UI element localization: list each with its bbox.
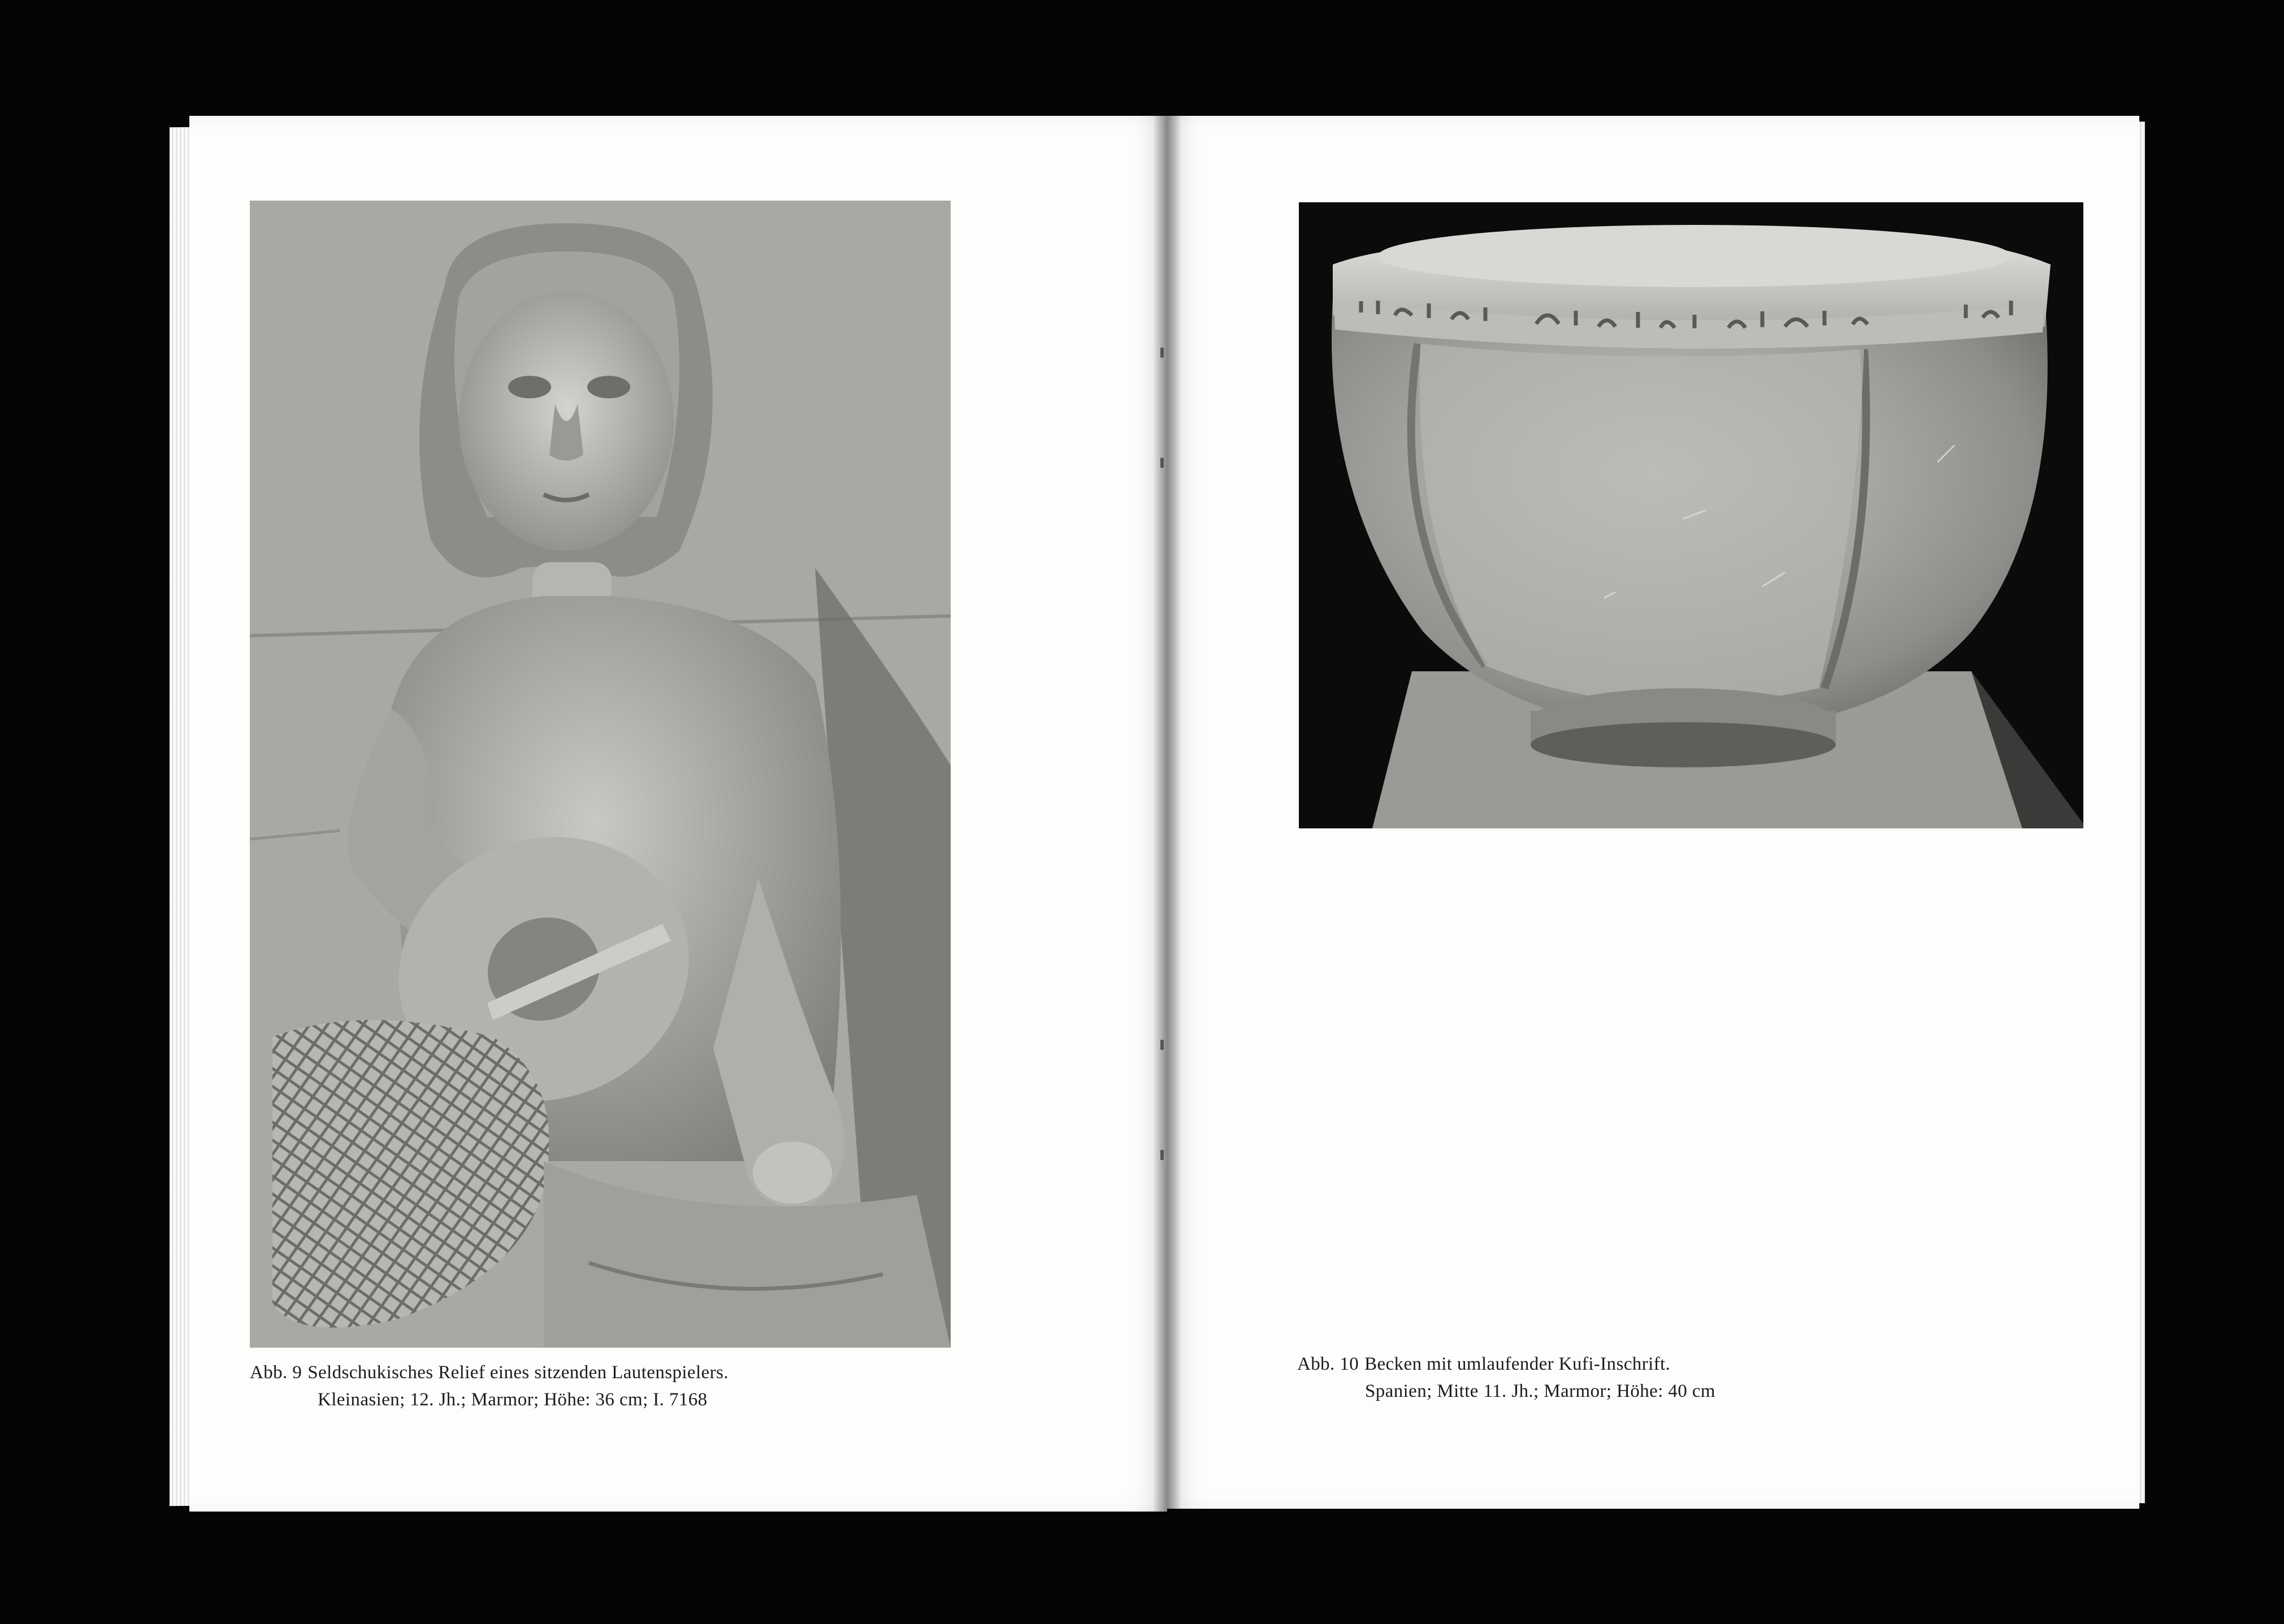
figure-9-label: Abb. 9 bbox=[250, 1362, 302, 1383]
figure-9-title: Seldschukisches Relief eines sitzenden Lautenspielers. bbox=[307, 1362, 729, 1383]
binding-stitch bbox=[1160, 1150, 1164, 1160]
figure-9-caption bbox=[250, 1359, 985, 1413]
figure-10-title: Becken mit umlaufender Kufi-Inschrift. bbox=[1364, 1354, 1671, 1374]
figure-9-caption-line-1 bbox=[250, 1359, 985, 1386]
bowl-photo bbox=[1299, 202, 2083, 828]
relief-photo bbox=[250, 201, 951, 1348]
binding-stitch bbox=[1160, 1040, 1164, 1050]
book-gutter bbox=[1153, 116, 1181, 1512]
figure-10-label: Abb. 10 bbox=[1297, 1354, 1359, 1374]
figure-10-caption bbox=[1297, 1351, 2032, 1405]
figure-9-details: Kleinasien; 12. Jh.; Marmor; Höhe: 36 cm; I. 7168 bbox=[318, 1389, 708, 1410]
binding-stitch bbox=[1160, 458, 1164, 468]
binding-stitch bbox=[1160, 348, 1164, 358]
figure-10-caption-line-1 bbox=[1297, 1351, 2032, 1378]
figure-10-details: Spanien; Mitte 11. Jh.; Marmor; Höhe: 40 cm bbox=[1365, 1381, 1715, 1401]
